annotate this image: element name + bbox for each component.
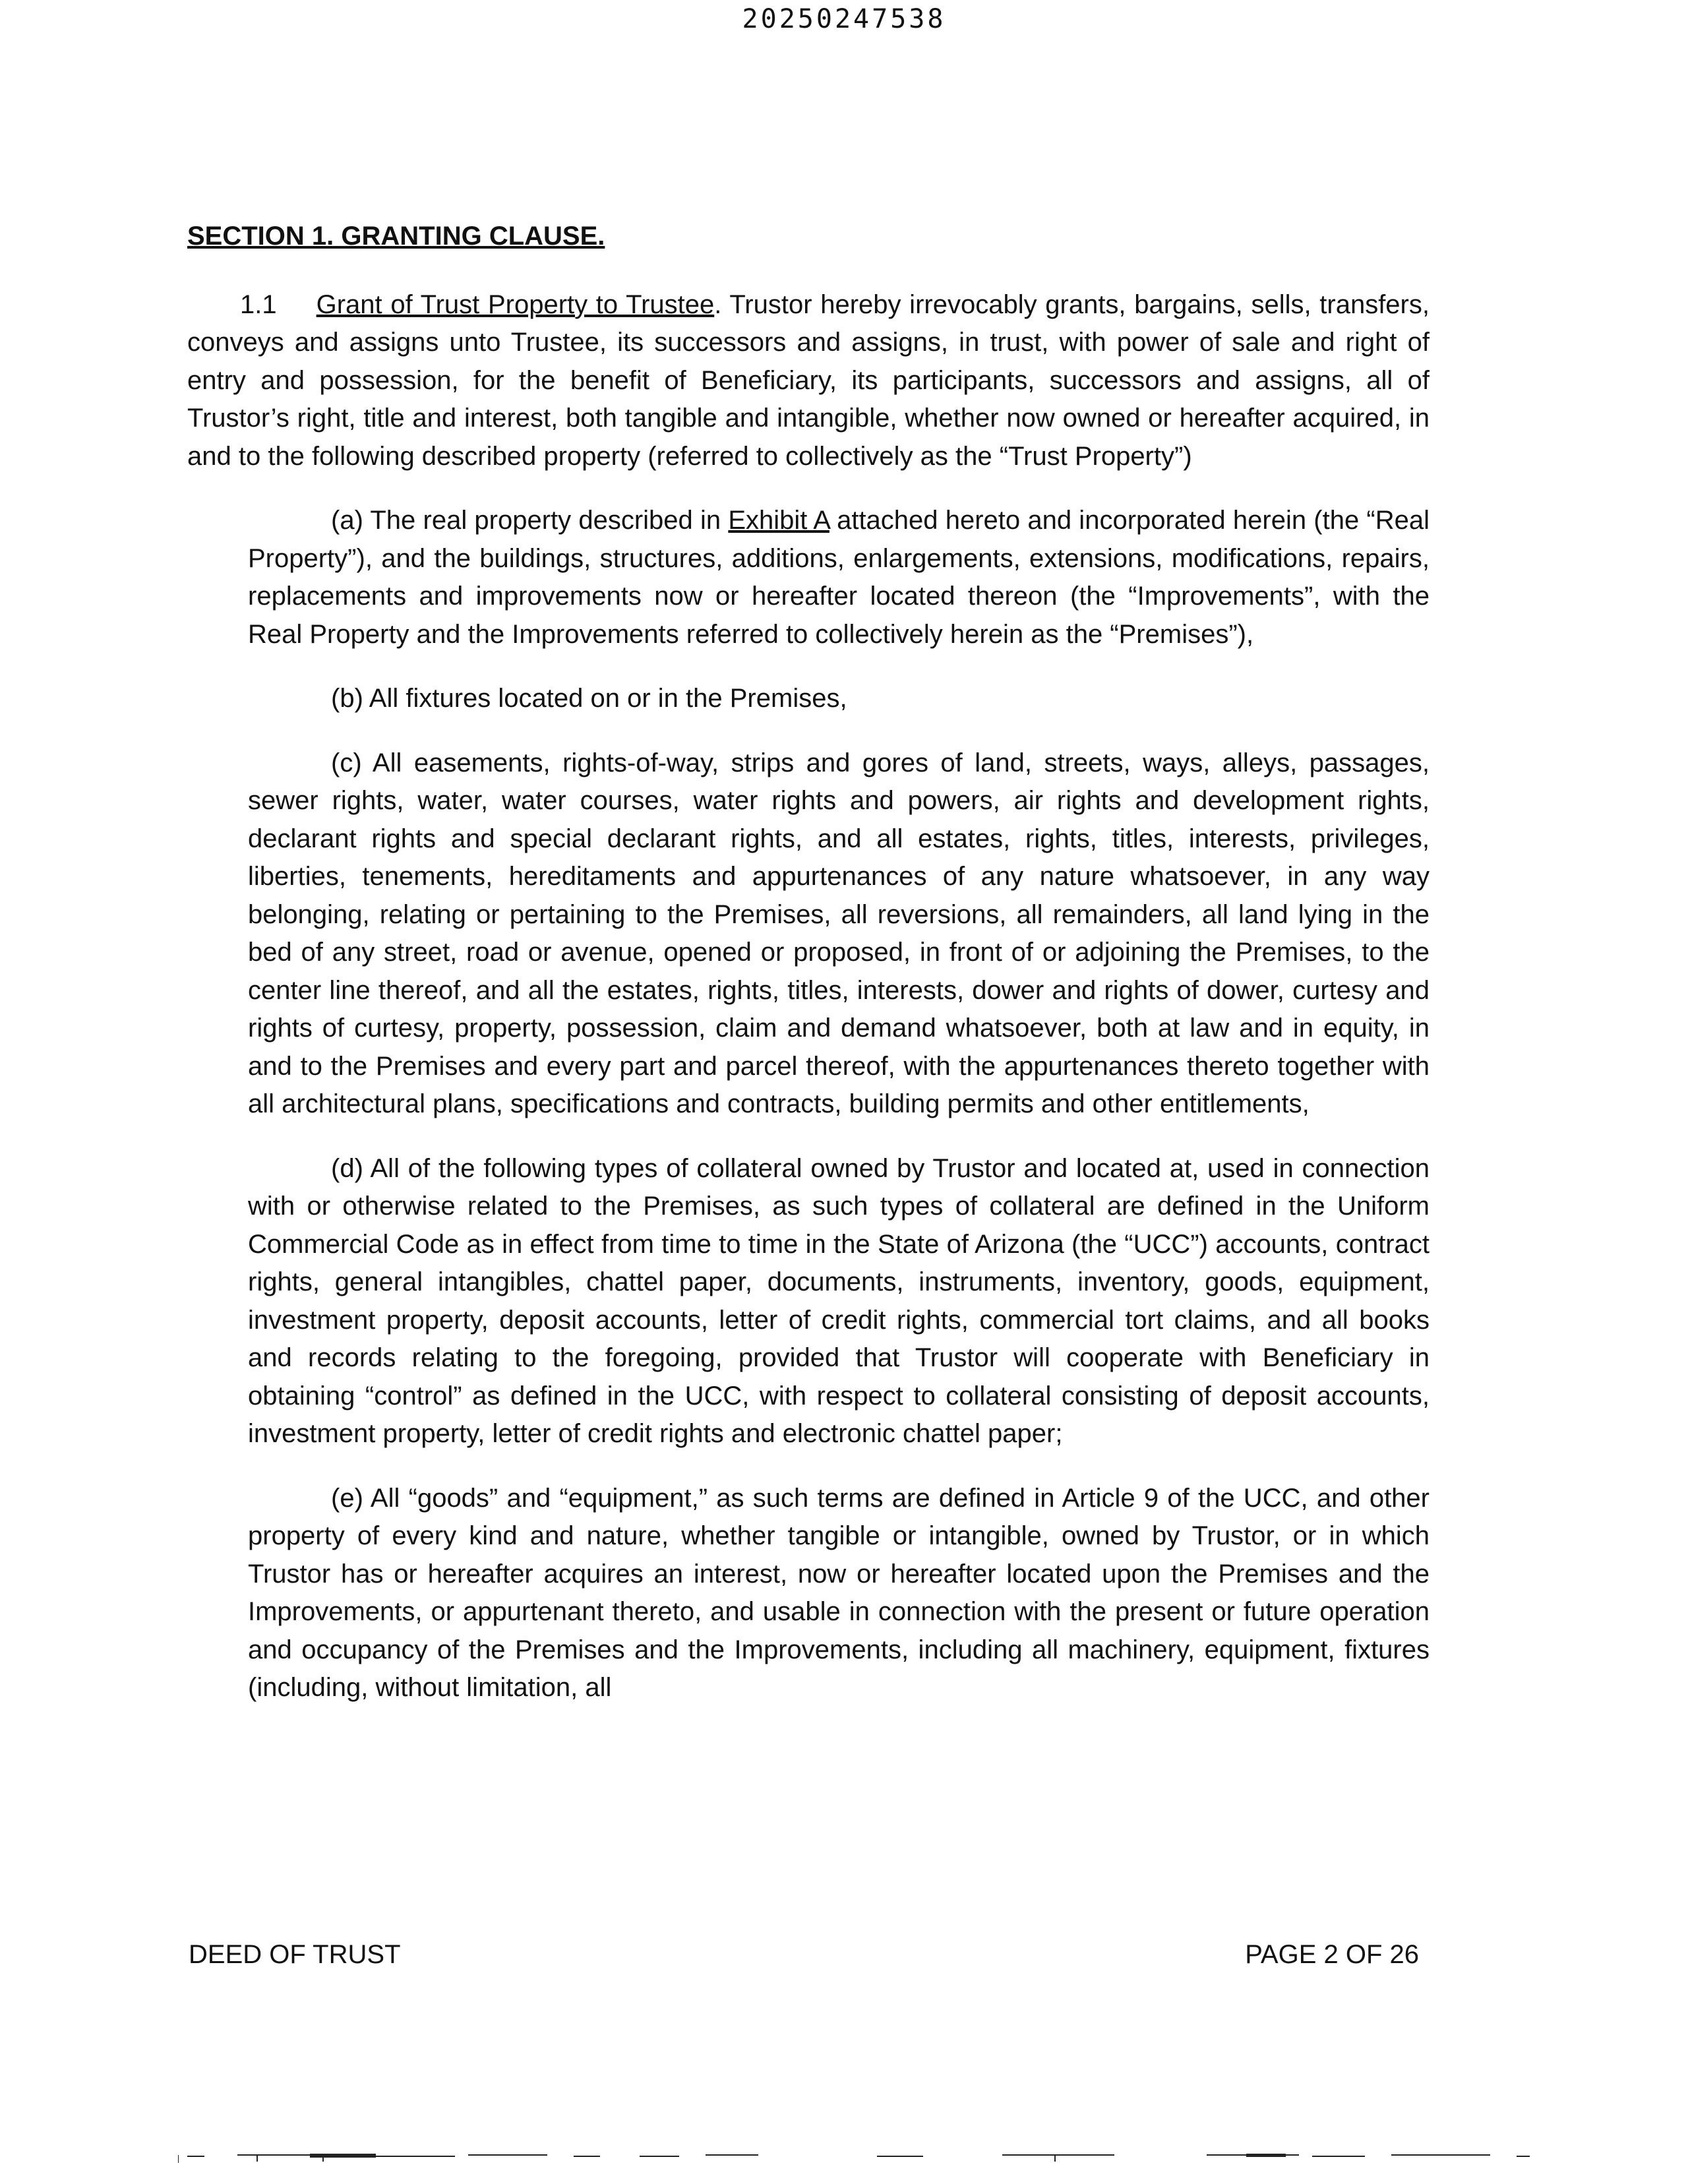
section-heading: SECTION 1. GRANTING CLAUSE. — [187, 222, 605, 251]
item-e: (e) All “goods” and “equipment,” as such terms are defined in Article 9 of the UCC, and other property of every kind and nature, whether tangible or intangible, owned by Trustor, or in which Trustor has or hereafter acquires an interest, now or hereafter located upon the Premises and the Improvements, or appurtenant thereto, and usable in connection with the present or future operation and occupancy of the Premises and the Improvements, including all machinery, equipment, fixtures (including, without limitation, all — [248, 1483, 1430, 1702]
item-a-prefix: (a) The real property described in — [331, 506, 729, 535]
clause-text: . Trustor hereby irrevocably grants, bargains, sells, transfers, conveys and assigns unto Trustee, its successors and assigns, in trust, with power of sale and right of entry and possession, for the benefit of Beneficiary, its participants, successors and assigns, all of Trustor’s right, title and interest, both tangible and intangible, whether now owned or hereafter acquired, in and to the following described property (referred to collectively as the “Trust Property”) — [187, 289, 1430, 471]
item-a — [248, 502, 1430, 653]
clause-title: Grant of Trust Property to Trustee — [316, 289, 715, 319]
document-body — [187, 218, 1430, 1707]
footer-page-number: PAGE 2 OF 26 — [1245, 1940, 1419, 1969]
clause-1-1 — [187, 286, 1430, 476]
scan-artifact-strip — [178, 2146, 1556, 2166]
item-d: (d) All of the following types of collateral owned by Trustor and located at, used in connection with or otherwise related to the Premises, as such types of collateral are defined in the Uniform Commercial Code as in effect from time to time in the State of Arizona (the “UCC”) accounts, contract rights, general intangibles, chattel paper, documents, instruments, inventory, goods, equipment, investment property, deposit accounts, letter of credit rights, commercial tort claims, and all books and records relating to the foregoing, provided that Trustor will cooperate with Beneficiary in obtaining “control” as defined in the UCC, with respect to collateral consisting of deposit accounts, investment property, letter of credit rights and electronic chattel paper; — [248, 1153, 1430, 1448]
exhibit-a-reference: Exhibit A — [728, 506, 829, 535]
clause-number: 1.1 — [240, 289, 277, 319]
item-b: (b) All fixtures located on or in the Premises, — [331, 684, 847, 713]
recording-number: 20250247538 — [742, 4, 946, 34]
footer-document-title: DEED OF TRUST — [189, 1940, 401, 1969]
item-c: (c) All easements, rights-of-way, strips and gores of land, streets, ways, alleys, passages, sewer rights, water, water courses, water rights and powers, air rights and development rights, declarant rights and special declarant rights, and all estates, rights, titles, interests, privileges, liberties, tenements, hereditaments and appurtenances of any nature whatsoever, in any way belonging, relating or pertaining to the Premises, all reversions, all remainders, all land lying in the bed of any street, road or avenue, opened or proposed, in front of or adjoining the Premises, to the center line thereof, and all the estates, rights, titles, interests, dower and rights of dower, curtesy and rights of curtesy, property, possession, claim and demand whatsoever, both at law and in equity, in and to the Premises and every part and parcel thereof, with the appurtenances thereto together with all architectural plans, specifications and contracts, building permits and other entitlements, — [248, 748, 1430, 1118]
item-a-rest: attached hereto and incorporated herein (the “Real Property”), and the buildings, structures, additions, enlargements, extensions, modifications, repairs, replacements and improvements now or hereafter located thereon (the “Improvements”, with the Real Property and the Improvements referred to collectively herein as the “Premises”), — [248, 506, 1430, 649]
